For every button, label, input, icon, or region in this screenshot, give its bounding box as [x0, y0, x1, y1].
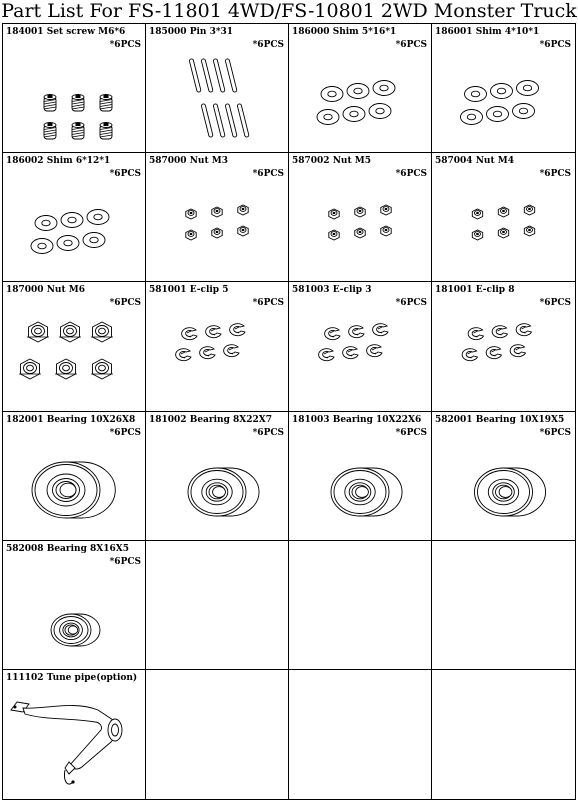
e-clip-icon — [200, 347, 215, 359]
nut-icon — [472, 230, 482, 240]
part-quantity: *6PCS — [539, 427, 571, 438]
part-name: 181001 E-clip 8 — [435, 285, 515, 296]
pin-icon — [201, 59, 213, 93]
shim-icon — [369, 104, 391, 119]
e-clip-icon — [176, 349, 191, 361]
part-quantity: *6PCS — [539, 40, 571, 50]
nut-icon — [472, 209, 482, 219]
part-quantity: *6PCS — [252, 169, 284, 180]
part-quantity: *6PCS — [109, 556, 141, 567]
e-clip-icon — [224, 345, 239, 357]
shim-icon — [35, 216, 57, 231]
set-screw-icon — [44, 123, 56, 140]
part-name: 186000 Shim 5*16*1 — [292, 27, 397, 37]
part-cell — [3, 541, 146, 670]
part-cell — [146, 412, 289, 541]
pin-icon — [213, 59, 225, 93]
shim-icon — [517, 81, 539, 96]
part-quantity: *6PCS — [395, 169, 427, 180]
part-cell — [432, 282, 575, 411]
part-quantity: *6PCS — [109, 169, 141, 180]
e-clip-icon — [510, 345, 525, 357]
part-quantity: *6PCS — [395, 298, 427, 309]
part-cell — [146, 541, 289, 670]
part-cell — [3, 412, 146, 541]
part-cell — [289, 412, 432, 541]
pin-icon — [225, 104, 237, 138]
part-cell — [432, 541, 575, 670]
nut-icon — [381, 205, 391, 215]
nut-icon — [59, 322, 81, 342]
part-quantity: *6PCS — [539, 169, 571, 180]
nut-icon — [212, 207, 222, 217]
tune-pipe-icon — [11, 702, 122, 784]
nut-icon — [27, 322, 49, 342]
set-screw-icon — [72, 95, 84, 112]
part-quantity: *6PCS — [109, 298, 141, 309]
nut-icon — [91, 322, 113, 342]
nut-icon — [55, 359, 77, 379]
pin-icon — [189, 59, 201, 93]
part-cell — [432, 24, 575, 153]
bearing-icon — [475, 468, 546, 516]
e-clip-icon — [182, 328, 197, 340]
part-quantity: *6PCS — [109, 40, 141, 50]
part-name: 581001 E-clip 5 — [149, 285, 229, 296]
set-screw-icon — [100, 123, 112, 140]
part-name: 587000 Nut M3 — [149, 156, 228, 167]
e-clip-icon — [349, 326, 364, 338]
nut-icon — [238, 205, 248, 215]
part-name: 581003 E-clip 3 — [292, 285, 372, 296]
pin-icon — [213, 104, 225, 138]
nut-icon — [19, 359, 41, 379]
part-quantity: *6PCS — [252, 40, 284, 50]
bearing-icon — [188, 468, 259, 516]
shim-icon — [465, 87, 487, 102]
part-name: 186002 Shim 6*12*1 — [6, 156, 111, 167]
part-cell — [146, 670, 289, 799]
nut-icon — [329, 209, 339, 219]
shim-icon — [347, 84, 369, 99]
part-cell — [146, 153, 289, 282]
part-name: 587002 Nut M5 — [292, 156, 371, 167]
part-quantity: *6PCS — [252, 298, 284, 309]
part-cell — [3, 153, 146, 282]
e-clip-icon — [492, 326, 507, 338]
shim-icon — [87, 210, 109, 225]
part-illustration — [432, 670, 575, 799]
nut-icon — [329, 230, 339, 240]
e-clip-icon — [325, 328, 340, 340]
part-quantity: *6PCS — [109, 427, 141, 438]
part-cell — [3, 24, 146, 153]
e-clip-icon — [230, 324, 245, 336]
part-name: 582008 Bearing 8X16X5 — [6, 543, 130, 554]
part-cell — [289, 153, 432, 282]
nut-icon — [355, 228, 365, 238]
part-name: 182001 Bearing 10X26X8 — [6, 414, 136, 425]
pin-icon — [225, 59, 237, 93]
part-cell — [289, 282, 432, 411]
nut-icon — [498, 228, 508, 238]
shim-icon — [513, 104, 535, 119]
shim-icon — [373, 81, 395, 96]
part-quantity: *6PCS — [395, 427, 427, 438]
part-name: 111102 Tune pipe(option) — [6, 672, 138, 683]
part-illustration — [289, 670, 431, 799]
pin-icon — [237, 104, 249, 138]
nut-icon — [91, 359, 113, 379]
e-clip-icon — [343, 347, 358, 359]
part-name: 186001 Shim 4*10*1 — [435, 27, 540, 37]
part-illustration — [3, 670, 145, 799]
e-clip-icon — [373, 324, 388, 336]
nut-icon — [212, 228, 222, 238]
parts-table — [2, 23, 576, 800]
pin-icon — [201, 104, 213, 138]
part-quantity: *6PCS — [539, 298, 571, 309]
part-name: 185000 Pin 3*31 — [149, 27, 234, 37]
shim-icon — [461, 110, 483, 125]
bearing-icon — [32, 462, 115, 518]
part-cell — [432, 670, 575, 799]
part-illustration — [146, 541, 288, 669]
e-clip-icon — [367, 345, 382, 357]
part-illustration — [432, 541, 575, 669]
nut-icon — [355, 207, 365, 217]
shim-icon — [317, 110, 339, 125]
nut-icon — [524, 226, 534, 236]
shim-icon — [83, 233, 105, 248]
nut-icon — [238, 226, 248, 236]
shim-icon — [31, 239, 53, 254]
set-screw-icon — [100, 95, 112, 112]
part-cell — [289, 670, 432, 799]
e-clip-icon — [206, 326, 221, 338]
shim-icon — [343, 107, 365, 122]
part-name: 582001 Bearing 10X19X5 — [435, 414, 565, 425]
shim-icon — [491, 84, 513, 99]
e-clip-icon — [468, 328, 483, 340]
set-screw-icon — [72, 123, 84, 140]
part-cell — [432, 153, 575, 282]
e-clip-icon — [486, 347, 501, 359]
part-cell — [3, 670, 146, 799]
part-name: 587004 Nut M4 — [435, 156, 514, 167]
part-illustration — [289, 541, 431, 669]
shim-icon — [57, 236, 79, 251]
part-cell — [3, 282, 146, 411]
shim-icon — [61, 213, 83, 228]
part-name: 184001 Set screw M6*6 — [6, 27, 126, 37]
nut-icon — [186, 209, 196, 219]
part-name: 181002 Bearing 8X22X7 — [149, 414, 273, 425]
bearing-icon — [331, 468, 402, 516]
nut-icon — [186, 230, 196, 240]
part-cell — [432, 412, 575, 541]
nut-icon — [524, 205, 534, 215]
e-clip-icon — [319, 349, 334, 361]
bearing-icon — [51, 614, 100, 646]
part-quantity: *6PCS — [395, 40, 427, 50]
page-title: Part List For FS-11801 4WD/FS-10801 2WD Monster Truck — [1, 0, 577, 22]
part-cell — [146, 24, 289, 153]
nut-icon — [498, 207, 508, 217]
part-name: 187000 Nut M6 — [6, 285, 85, 296]
part-name: 181003 Bearing 10X22X6 — [292, 414, 422, 425]
shim-icon — [321, 87, 343, 102]
set-screw-icon — [44, 95, 56, 112]
e-clip-icon — [516, 324, 531, 336]
part-cell — [146, 282, 289, 411]
part-quantity: *6PCS — [252, 427, 284, 438]
part-cell — [289, 541, 432, 670]
e-clip-icon — [462, 349, 477, 361]
part-illustration — [146, 670, 288, 799]
part-cell — [289, 24, 432, 153]
nut-icon — [381, 226, 391, 236]
shim-icon — [487, 107, 509, 122]
